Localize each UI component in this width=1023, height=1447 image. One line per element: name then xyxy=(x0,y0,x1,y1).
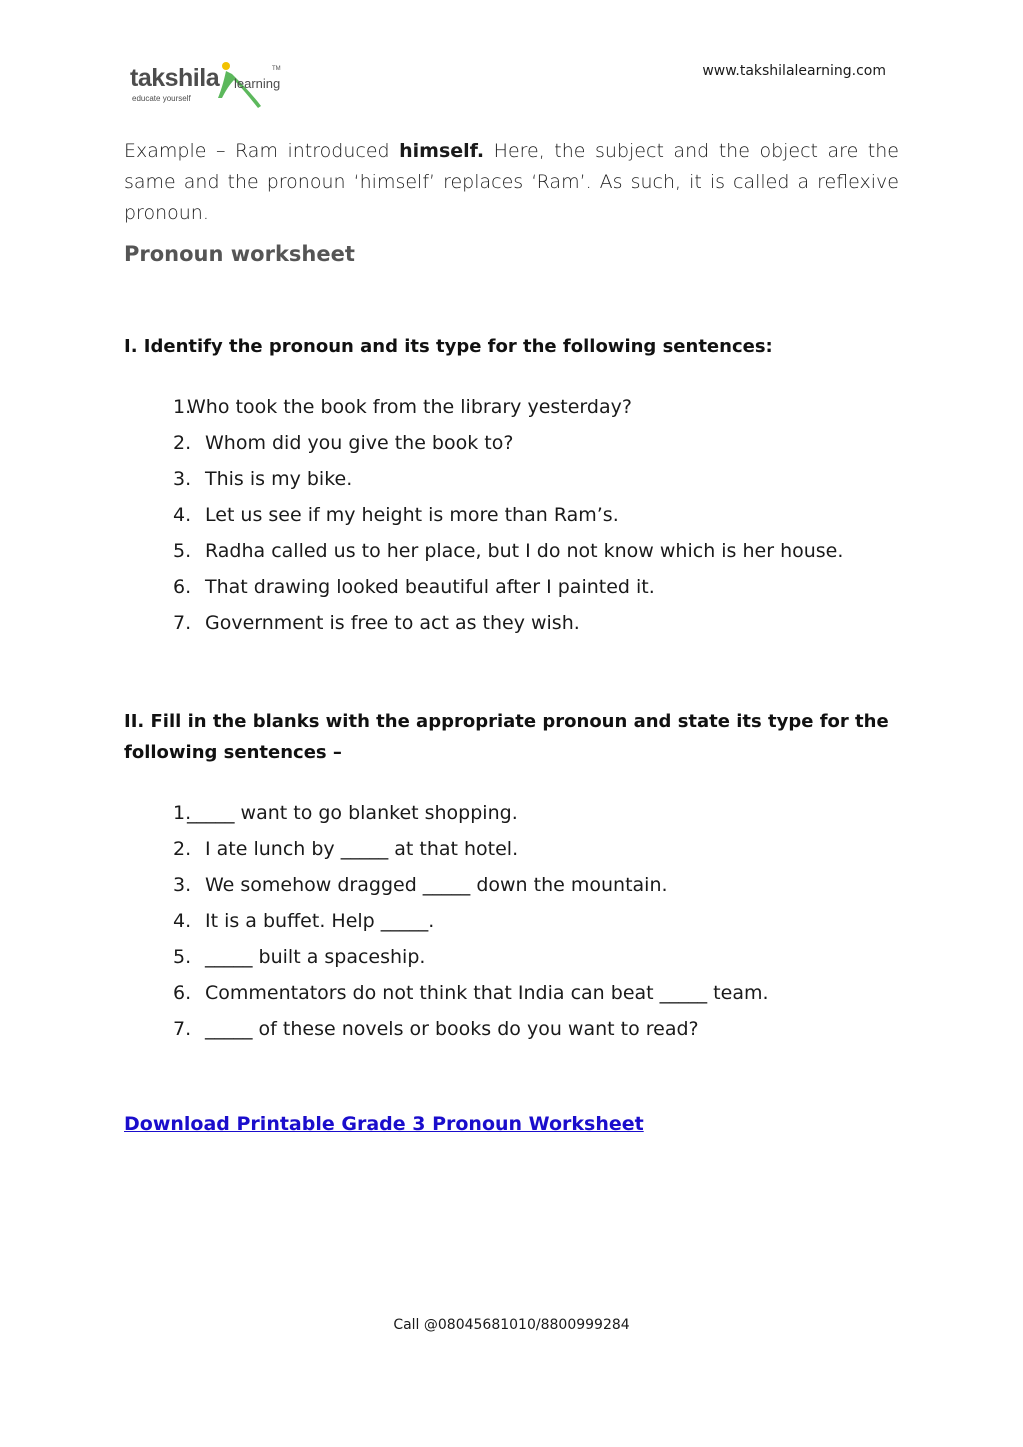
item-number: 5. xyxy=(173,540,192,562)
list-item xyxy=(173,610,933,646)
list-item xyxy=(173,800,933,836)
intro-bold-word: himself. xyxy=(399,140,485,162)
list-item xyxy=(173,502,933,538)
item-text: I ate lunch by _____ at that hotel. xyxy=(205,838,519,860)
item-text: _____ want to go blanket shopping. xyxy=(187,802,518,824)
logo-sub-text: learning xyxy=(234,76,281,91)
item-text: _____ built a spaceship. xyxy=(205,946,426,968)
part1-heading: I. Identify the pronoun and its type for the following sentences: xyxy=(124,336,773,357)
item-number: 4. xyxy=(173,504,192,526)
intro-text-start: Example – Ram introduced xyxy=(124,140,400,162)
item-text: This is my bike. xyxy=(205,468,353,490)
item-text: It is a buffet. Help _____. xyxy=(205,910,435,932)
item-number: 3. xyxy=(173,874,192,896)
item-text: Commentators do not think that India can beat _____ team. xyxy=(205,982,769,1004)
item-text: Who took the book from the library yesterday? xyxy=(187,396,632,418)
list-item xyxy=(173,574,933,610)
part2-list xyxy=(173,800,933,1052)
list-item xyxy=(173,430,933,466)
takshila-logo xyxy=(130,58,290,113)
item-text: We somehow dragged _____ down the mountain. xyxy=(205,874,668,896)
item-number: 7. xyxy=(173,612,192,634)
item-text: Whom did you give the book to? xyxy=(205,432,514,454)
item-number: 6. xyxy=(173,576,192,598)
item-number: 2. xyxy=(173,432,192,454)
item-number: 4. xyxy=(173,910,192,932)
list-item xyxy=(173,538,933,574)
list-item xyxy=(173,836,933,872)
list-item xyxy=(173,980,933,1016)
item-number: 7. xyxy=(173,1018,192,1040)
item-number: 1. xyxy=(173,396,192,418)
item-text: Government is free to act as they wish. xyxy=(205,612,580,634)
item-text: Radha called us to her place, but I do not know which is her house. xyxy=(205,540,844,562)
item-number: 6. xyxy=(173,982,192,1004)
footer-contact: Call @08045681010/8800999284 xyxy=(393,1317,630,1333)
list-item xyxy=(173,394,933,430)
logo-trademark: TM xyxy=(272,66,281,72)
logo-brand-text: takshila xyxy=(130,64,220,92)
item-text: _____ of these novels or books do you want to read? xyxy=(205,1018,699,1040)
item-text: Let us see if my height is more than Ram’s. xyxy=(205,504,619,526)
list-item xyxy=(173,908,933,944)
download-worksheet-link[interactable]: Download Printable Grade 3 Pronoun Worksheet xyxy=(124,1113,644,1135)
item-number: 5. xyxy=(173,946,192,968)
site-url: www.takshilalearning.com xyxy=(702,63,886,79)
list-item xyxy=(173,466,933,502)
list-item xyxy=(173,944,933,980)
item-number: 1. xyxy=(173,802,192,824)
list-item xyxy=(173,1016,933,1052)
part2-heading: II. Fill in the blanks with the appropriate pronoun and state its type for the following sentences – xyxy=(124,711,889,763)
list-item xyxy=(173,872,933,908)
logo-tagline: educate yourself xyxy=(132,94,191,103)
intro-paragraph xyxy=(124,136,899,229)
intro-text-end: Here, the subject and the object are the same and the pronoun ‘himself’ replaces ‘Ram’. As such, it is called a reflexive pronoun. xyxy=(124,140,899,224)
section-title: Pronoun worksheet xyxy=(124,242,355,266)
item-number: 3. xyxy=(173,468,192,490)
item-number: 2. xyxy=(173,838,192,860)
item-text: That drawing looked beautiful after I painted it. xyxy=(205,576,655,598)
part1-list xyxy=(173,394,933,646)
